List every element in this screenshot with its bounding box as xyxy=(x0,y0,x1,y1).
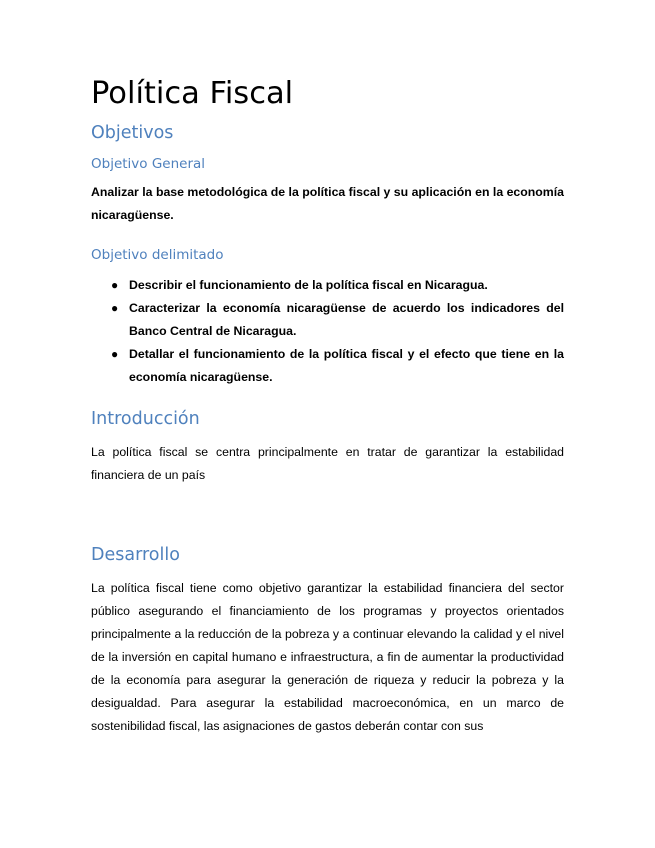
bullet-icon: ● xyxy=(111,278,119,292)
objective-list-item xyxy=(91,274,564,297)
general-objective-text: Analizar la base metodológica de la política fiscal y su aplicación en la economía nicaragüense. xyxy=(91,185,564,222)
objective-item-text: Describir el funcionamiento de la política fiscal en Nicaragua. xyxy=(129,278,488,292)
document-title: Política Fiscal xyxy=(91,76,294,111)
objectives-heading: Objetivos xyxy=(91,123,174,143)
objective-list-item xyxy=(91,297,564,343)
bullet-icon: ● xyxy=(111,347,119,361)
objective-list-item xyxy=(91,343,564,389)
objective-item-text: Detallar el funcionamiento de la política fiscal y el efecto que tiene en la economía nicaragüense. xyxy=(129,347,564,384)
objective-list xyxy=(91,274,564,389)
objective-item-text: Caracterizar la economía nicaragüense de acuerdo los indicadores del Banco Central de Nicaragua. xyxy=(129,301,564,338)
development-heading: Desarrollo xyxy=(91,545,180,565)
development-text: La política fiscal tiene como objetivo garantizar la estabilidad financiera del sector público asegurando el financiamiento de los programas y proyectos orientados principalmente a la reducción de la pobreza y a continuar elevando la calidad y el nivel de la inversión en capital humano e infraestructura, a fin de aumentar la productividad de la economía para asegurar la generación de riqueza y reducir la pobreza y la desigualdad. Para asegurar la estabilidad macroeconómica, en un marco de sostenibilidad fiscal, las asignaciones de gastos deberán contar con sus xyxy=(91,581,564,733)
specific-objective-heading: Objetivo delimitado xyxy=(91,247,224,263)
introduction-heading: Introducción xyxy=(91,409,200,429)
bullet-icon: ● xyxy=(111,301,119,315)
introduction-text: La política fiscal se centra principalmente en tratar de garantizar la estabilidad financiera de un país xyxy=(91,445,564,482)
general-objective-heading: Objetivo General xyxy=(91,156,206,172)
